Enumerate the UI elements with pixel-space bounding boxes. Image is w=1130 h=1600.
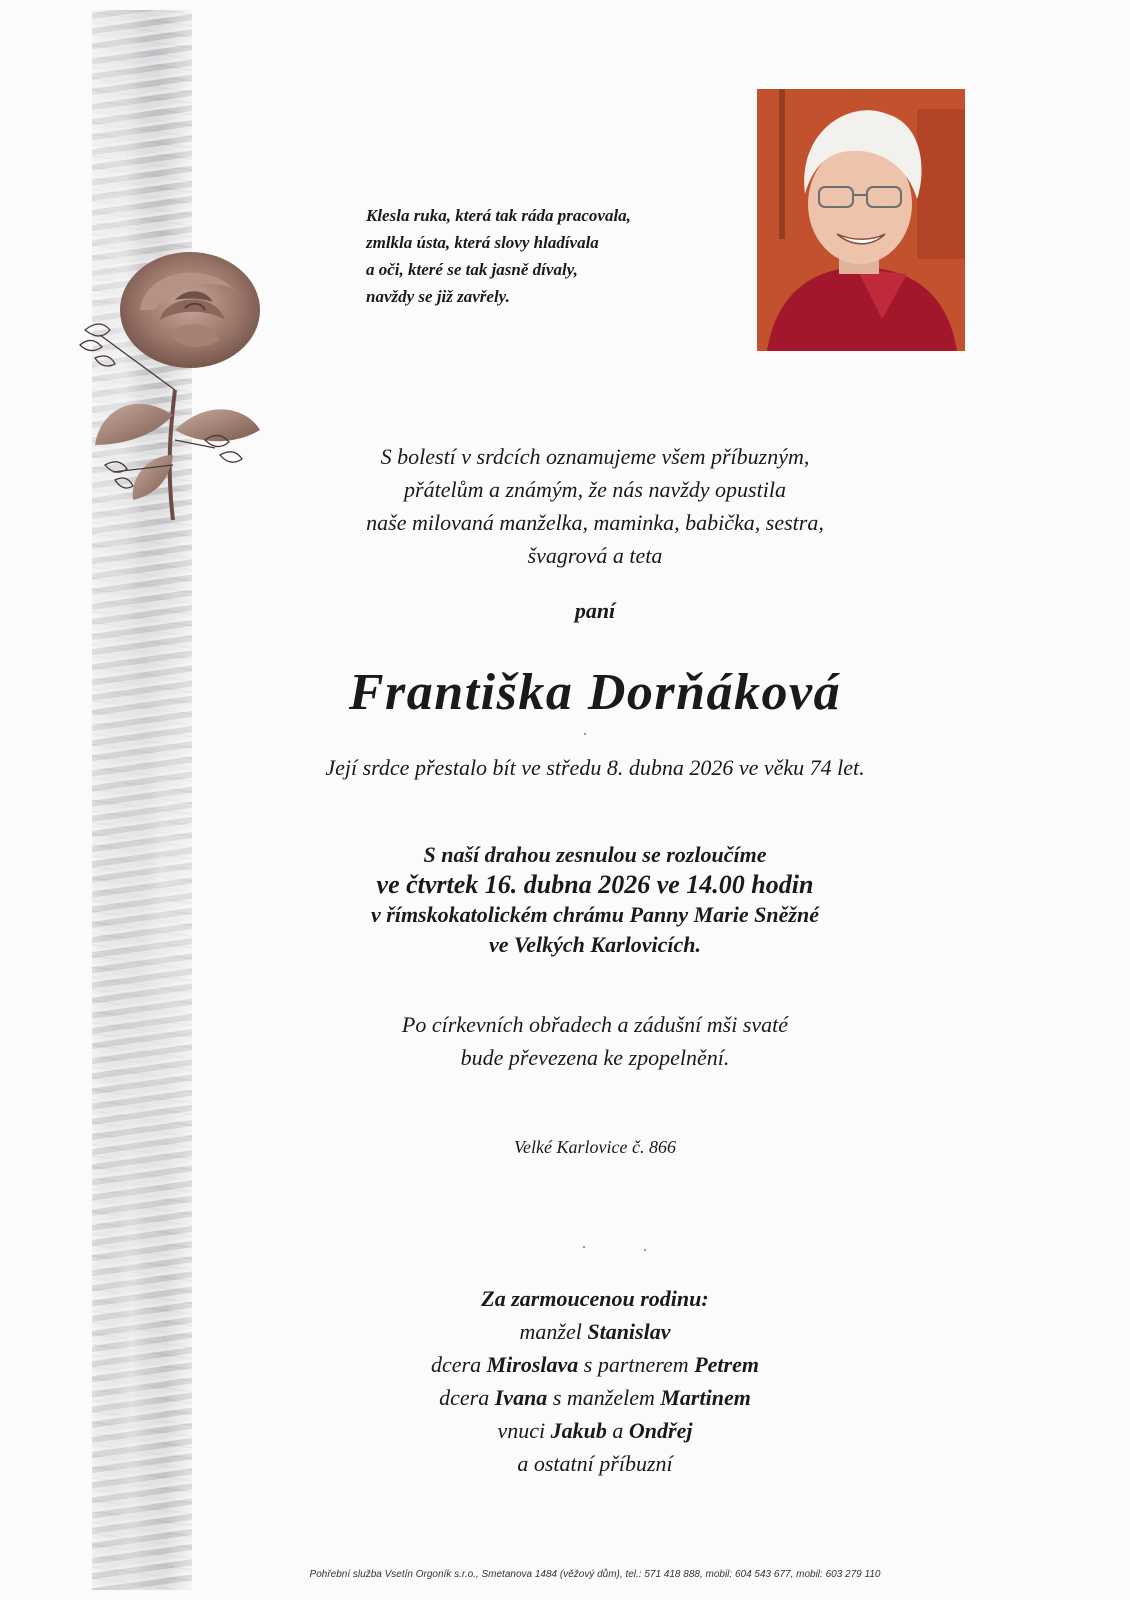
scan-speck [584,733,586,735]
family-line [240,1315,950,1348]
cremation-note [240,1008,950,1074]
family-heading: Za zarmoucenou rodinu: [481,1286,709,1311]
relative-name: Martinem [660,1385,751,1410]
deceased-name: Františka Dorňáková [348,664,842,721]
title-prefix: paní [574,598,616,623]
relation-text: a [606,1418,629,1443]
relative-name: Ondřej [628,1418,693,1443]
scan-speck [644,1249,646,1251]
funeral-details [240,840,950,960]
announcement-line: švagrová a teta [527,543,663,568]
family-line [240,1381,950,1414]
relative-name: Ivana [494,1385,548,1410]
poem [366,202,746,310]
funeral-line: S naší drahou zesnulou se rozloučíme [423,842,767,867]
address: Velké Karlovice č. 866 [514,1137,676,1157]
relation-text: dcera [431,1352,487,1377]
funeral-place: v římskokatolickém chrámu Panny Marie Sněžné [371,902,819,927]
cremation-line: Po církevních obřadech a zádušní mši svaté [401,1012,789,1037]
relative-name: Stanislav [587,1319,671,1344]
family-line [240,1414,950,1447]
relation-text: manžel [519,1319,588,1344]
poem-line: Klesla ruka, která tak ráda pracovala, [366,206,631,225]
relation-text: s manželem [547,1385,661,1410]
funeral-date-time: ve čtvrtek 16. dubna 2026 ve 14.00 hodin [376,870,814,899]
family-line [240,1348,950,1381]
poem-line: a oči, které se tak jasně dívaly, [366,260,578,279]
scan-speck [583,1246,585,1248]
relative-name: Petrem [694,1352,759,1377]
announcement-text [240,440,950,572]
relation-text: vnuci [497,1418,551,1443]
portrait-photo [757,89,965,351]
announcement-line: S bolestí v srdcích oznamujeme všem příbuzným, [380,444,810,469]
poem-line: navždy se již zavřely. [366,287,510,306]
relation-text: s partnerem [578,1352,695,1377]
funeral-town: ve Velkých Karlovicích. [488,932,701,957]
family-line: a ostatní příbuzní [517,1451,673,1476]
relation-text: dcera [439,1385,495,1410]
announcement-line: naše milovaná manželka, maminka, babička, sestra, [366,510,824,535]
relative-name: Miroslava [486,1352,579,1377]
family-signature [240,1282,950,1480]
cremation-line: bude převezena ke zpopelnění. [460,1045,730,1070]
poem-line: zmlkla ústa, která slovy hladívala [366,233,599,252]
funeral-service-footer: Pohřební služba Vsetín Orgoník s.r.o., Smetanova 1484 (věžový dům), tel.: 571 418 888, mobil: 604 543 677, mobil: 603 279 110 [309,1569,881,1580]
relative-name: Jakub [550,1418,607,1443]
announcement-line: přátelům a známým, že nás navždy opustila [404,477,786,502]
death-date-line: Její srdce přestalo bít ve středu 8. dubna 2026 ve věku 74 let. [325,755,865,780]
